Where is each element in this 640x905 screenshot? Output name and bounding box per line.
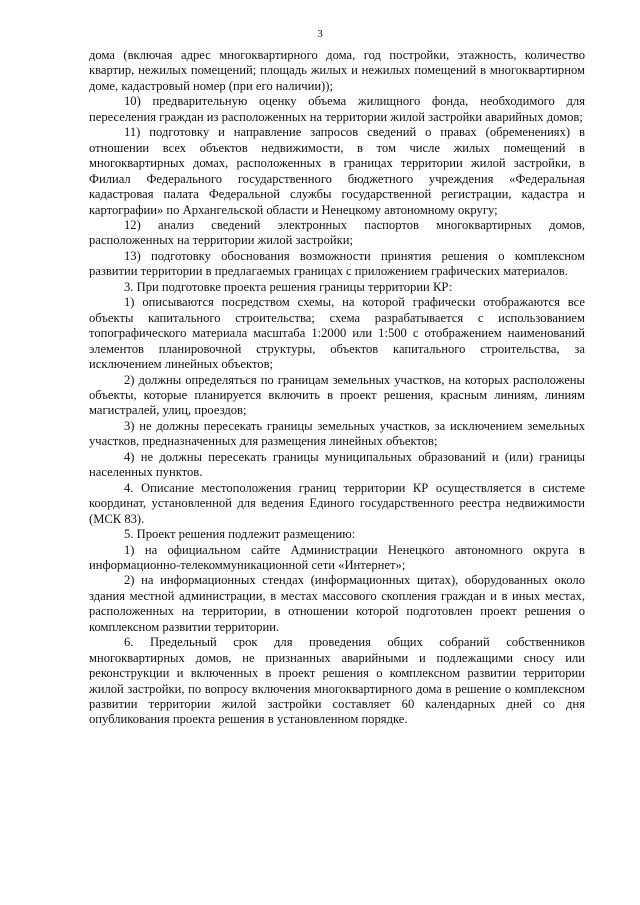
paragraph: 4. Описание местоположения границ территории КР осуществляется в системе координат, установленной для ведения Единого государственного реестра недвижимости (МСК 83).: [89, 480, 585, 526]
paragraph: 6. Предельный срок для проведения общих собраний собственников многоквартирных домов, не признанных аварийными и подлежащими сносу или реконструкции и включенных в проект решения о комплексном развитии территории жилой застройки, по вопросу включения многоквартирного дома в решение о комплексном развитии территории жилой застройки составляет 60 календарных дней со дня опубликования проекта решения в установленном порядке.: [89, 635, 585, 727]
section-heading: 5. Проект решения подлежит размещению:: [124, 527, 356, 542]
paragraph: 2) должны определяться по границам земельных участков, на которых расположены объекты, которые планируется включить в проект решения, красным линиям, линиям магистралей, улиц, проездов;: [89, 372, 585, 418]
paragraph: дома (включая адрес многоквартирного дома, год постройки, этажность, количество квартир, нежилых помещений; площадь жилых и нежилых помещений в многоквартирном доме, кадастровый номер (при его наличии));: [89, 48, 585, 93]
paragraph: 1) описываются посредством схемы, на которой графически отображаются все объекты капитального строительства; схема разрабатывается с использованием топографического материала масштаба 1:2000 или 1:500 с отображением наименований элементов планировочной структуры, объектов капитального строительства, за исключением линейных объектов;: [89, 295, 585, 372]
section-heading: 3. При подготовке проекта решения границы территории КР:: [124, 279, 453, 294]
paragraph: 3) не должны пересекать границы земельных участков, за исключением земельных участков, предназначенных для размещения линейных объектов;: [89, 418, 585, 449]
paragraph: 2) на информационных стендах (информационных щитах), оборудованных около здания местной администрации, в местах массового скопления граждан и в иных местах, расположенных на территории, в отношении которой подготовлен проект решения о комплексном развитии территории.: [89, 573, 585, 634]
document-body: [89, 48, 585, 728]
paragraph: 10) предварительную оценку объема жилищного фонда, необходимого для переселения граждан из расположенных на территории жилой застройки аварийных домов;: [89, 94, 585, 124]
paragraph: 1) на официальном сайте Администрации Ненецкого автономного округа в информационно-телекоммуникационной сети «Интернет»;: [89, 542, 585, 572]
paragraph: 4) не должны пересекать границы муниципальных образований и (или) границы населенных пунктов.: [89, 449, 585, 480]
paragraph: 12) анализ сведений электронных паспортов многоквартирных домов, расположенных на территории жилой застройки;: [89, 217, 585, 248]
page-number: 3: [317, 28, 323, 40]
paragraph: 13) подготовку обоснования возможности принятия решения о комплексном развитии территории в предлагаемых границах с приложением графических материалов.: [89, 248, 585, 279]
paragraph: 11) подготовку и направление запросов сведений о правах (обременениях) в отношении всех объектов недвижимости, в том числе жилых помещений в многоквартирных домах, расположенных в границах территории жилой застройки, в Филиал Федерального государственного бюджетного учреждения «Федеральная кадастровая палата Федеральной службы государственной регистрации, кадастра и картографии» по Архангельской области и Ненецкому автономному округу;: [89, 125, 585, 217]
